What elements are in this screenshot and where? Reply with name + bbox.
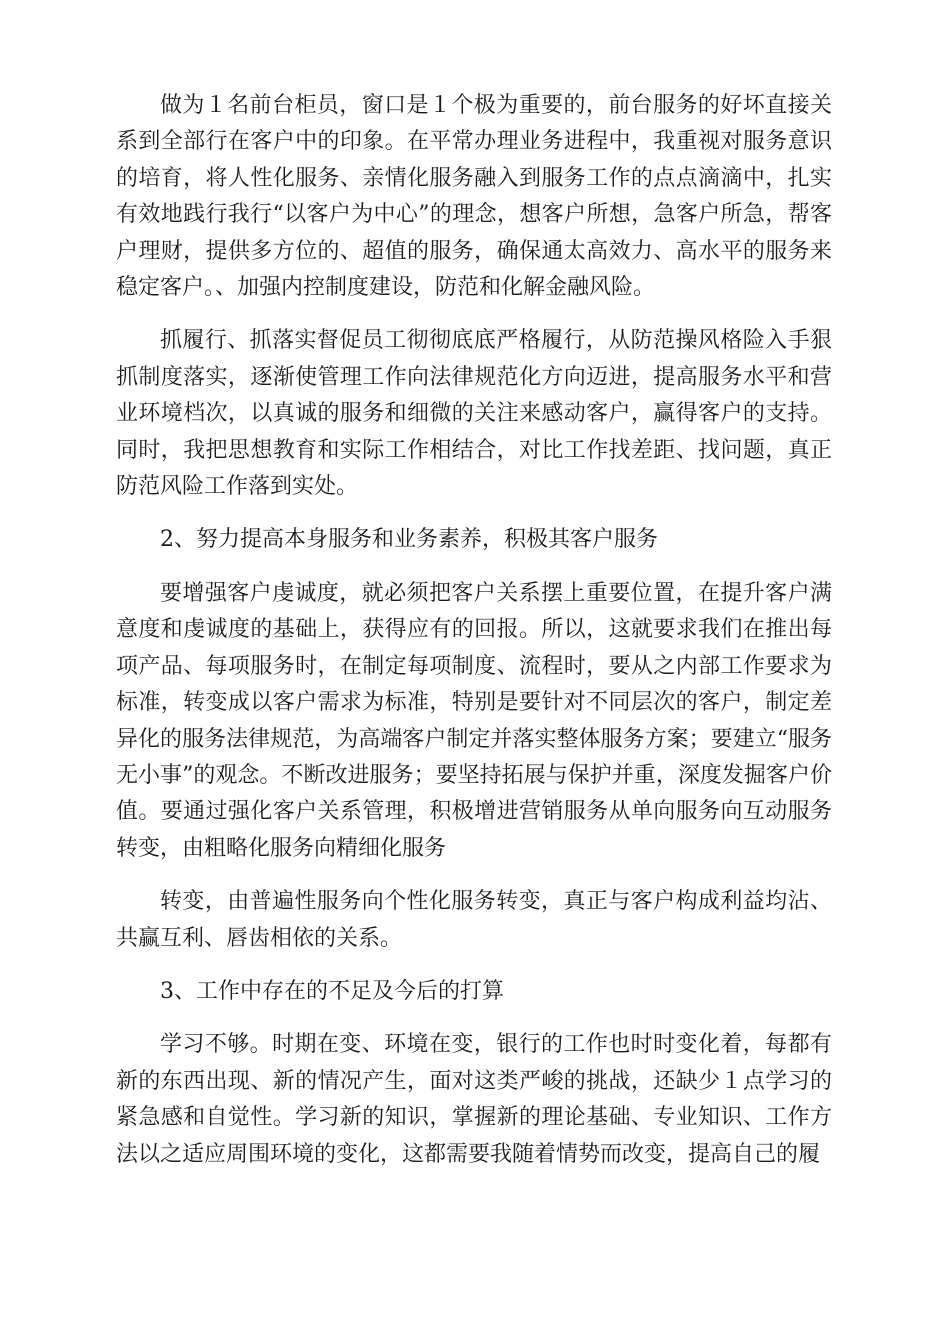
document-body	[116, 88, 832, 1190]
section-heading-2: 2、努力提高本身服务和业务素养，积极其客户服务	[160, 527, 658, 553]
paragraph-risk-control: 抓履行、抓落实督促员工彻彻底底严格履行，从防范操风格险入手狠抓制度落实，逐渐使管理工作向法律规范化方向迈进，提高服务水平和营业环境档次，以真诚的服务和细微的关注来感动客户，赢得客户的支持。同时，我把思想教育和实际工作相结合，对比工作找差距、找问题，真正防范风险工作落到实处。	[116, 328, 832, 500]
section-heading-3: 3、工作中存在的不足及今后的打算	[160, 978, 504, 1004]
paragraph-learning-shortcoming: 学习不够。时期在变、环境在变，银行的工作也时时变化着，每都有新的东西出现、新的情况产生，面对这类严峻的挑战，还缺少１点学习的紧急感和自觉性。学习新的知识，掌握新的理论基础、专业知识、工作方法以之适应周围环境的变化，这都需要我随着情势而改变，提高自己的履	[116, 1032, 832, 1167]
paragraph-service-transformation: 转变，由普遍性服务向个性化服务转变，真正与客户构成利益均沾、共赢互利、唇齿相依的关系。	[116, 889, 832, 951]
paragraph-customer-loyalty: 要增强客户虔诚度，就必须把客户关系摆上重要位置，在提升客户满意度和虔诚度的基础上，获得应有的回报。所以，这就要求我们在推出每项产品、每项服务时，在制定每项制度、流程时，要从之内部工作要求为标准，转变成以客户需求为标准，特别是要针对不同层次的客户，制定差异化的服务法律规范，为高端客户制定并落实整体服务方案；要建立“服务无小事”的观念。不断改进服务；要坚持拓展与保护并重，深度发掘客户价值。要通过强化客户关系管理，积极增进营销服务从单向服务向互动服务转变，由粗略化服务向精细化服务	[116, 580, 832, 861]
paragraph-front-desk-service: 做为１名前台柜员，窗口是１个极为重要的，前台服务的好坏直接关系到全部行在客户中的印象。在平常办理业务进程中，我重视对服务意识的培育，将人性化服务、亲情化服务融入到服务工作的点点滴滴中，扎实有效地践行我行“以客户为中心”的理念，想客户所想，急客户所急，帮客户理财，提供多方位的、超值的服务，确保通太高效力、高水平的服务来稳定客户。、加强内控制度建设，防范和化解金融风险。	[116, 93, 832, 301]
